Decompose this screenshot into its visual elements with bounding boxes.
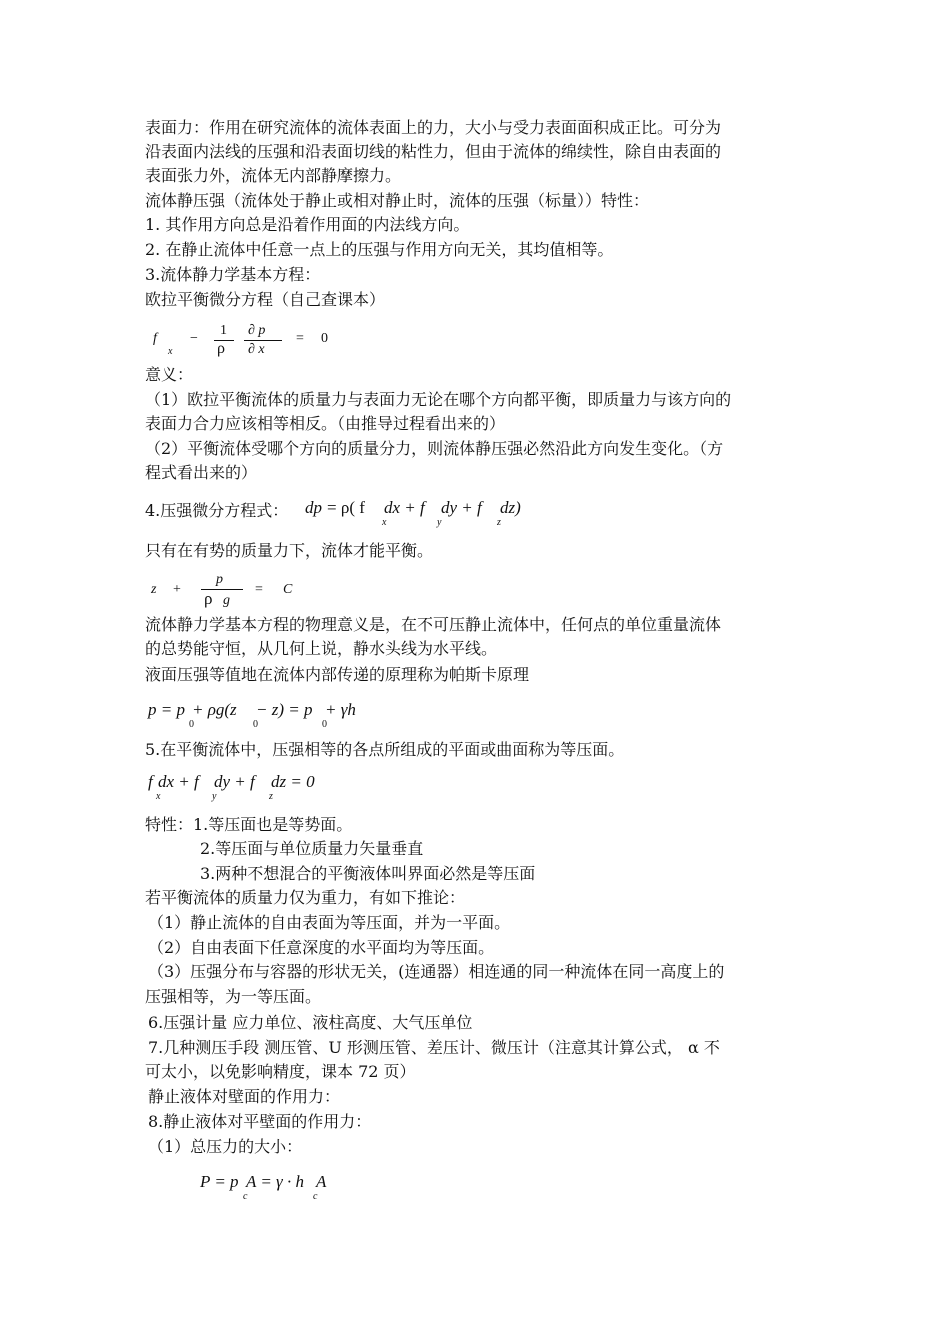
- euler-equation: f x − 1 ρ ∂ p ∂ x = 0: [153, 323, 328, 357]
- text-line: 流体静力学基本方程的物理意义是，在不可压静止流体中，任何点的单位重量流体: [145, 615, 722, 634]
- list-item: （1）总压力的大小：: [148, 1137, 303, 1156]
- section-heading: 5.在平衡流体中，压强相等的各点所组成的平面或曲面称为等压面。: [145, 740, 625, 759]
- list-item: 3.两种不想混合的平衡液体叫界面必然是等压面: [200, 864, 536, 883]
- section-heading: 7.几种测压手段 测压管、U 形测压管、差压计、微压计（注意其计算公式， α 不: [148, 1038, 720, 1057]
- text-line: 欧拉平衡微分方程（自己查课本）: [145, 290, 386, 309]
- pressure-differential-equation: dp = ρ( f x dx + f y dy + f z dz): [305, 498, 521, 528]
- isobaric-surface-equation: f x dx + f y dy + f z dz = 0: [148, 772, 315, 802]
- text-line: 特性：1.等压面也是等势面。: [145, 815, 353, 834]
- text-line: 沿表面内法线的压强和沿表面切线的粘性力，但由于流体的绵续性，除自由表面的: [145, 142, 722, 161]
- total-pressure-equation: P = p c A = γ · h c A: [200, 1172, 327, 1202]
- section-heading: 3.流体静力学基本方程：: [145, 265, 321, 284]
- list-item: 1. 其作用方向总是沿着作用面的内法线方向。: [145, 215, 470, 234]
- hydrostatic-equation: z + p ρ g = C: [151, 572, 293, 608]
- text-line: 只有在有势的质量力下，流体才能平衡。: [145, 541, 434, 560]
- text-line: 表面张力外，流体无内部静摩擦力。: [145, 166, 402, 185]
- list-item: （2）自由表面下任意深度的水平面均为等压面。: [148, 938, 495, 957]
- text-line: 程式看出来的）: [145, 463, 258, 482]
- text-line: 可太小，以免影响精度，课本 72 页）: [145, 1062, 416, 1081]
- list-item: （3）压强分布与容器的形状无关，(连通器）相连通的同一种流体在同一高度上的: [148, 962, 725, 981]
- text-line: 的总势能守恒，从几何上说，静水头线为水平线。: [145, 639, 498, 658]
- text-line: （2）平衡流体受哪个方向的质量分力，则流体静压强必然沿此方向发生变化。（方: [145, 439, 724, 458]
- list-item: （1）静止流体的自由表面为等压面，并为一平面。: [148, 913, 511, 932]
- text-line: 表面力：作用在研究流体的流体表面上的力，大小与受力表面面积成正比。可分为: [145, 118, 722, 137]
- section-heading: 8.静止液体对平壁面的作用力：: [148, 1112, 372, 1131]
- text-line: 意义：: [145, 365, 194, 384]
- text-line: 流体静压强（流体处于静止或相对静止时，流体的压强（标量））特性：: [145, 191, 650, 210]
- pascal-equation: p = p 0 + ρg(z 0 − z) = p 0 + γh: [148, 700, 356, 730]
- list-item: 2.等压面与单位质量力矢量垂直: [200, 839, 424, 858]
- text-line: 表面力合力应该相等相反。（由推导过程看出来的）: [145, 414, 506, 433]
- section-heading: 6.压强计量 应力单位、液柱高度、大气压单位: [148, 1013, 473, 1032]
- text-line: 压强相等，为一等压面。: [145, 987, 322, 1006]
- text-line: （1）欧拉平衡流体的质量力与表面力无论在哪个方向都平衡，即质量力与该方向的: [145, 390, 732, 409]
- list-item: 2. 在静止流体中任意一点上的压强与作用方向无关，其均值相等。: [145, 240, 614, 259]
- text-line: 液面压强等值地在流体内部传递的原理称为帕斯卡原理: [145, 665, 530, 684]
- section-heading: 4.压强微分方程式：: [145, 501, 289, 520]
- text-line: 若平衡流体的质量力仅为重力，有如下推论：: [145, 888, 466, 907]
- text-line: 静止液体对壁面的作用力：: [148, 1087, 341, 1106]
